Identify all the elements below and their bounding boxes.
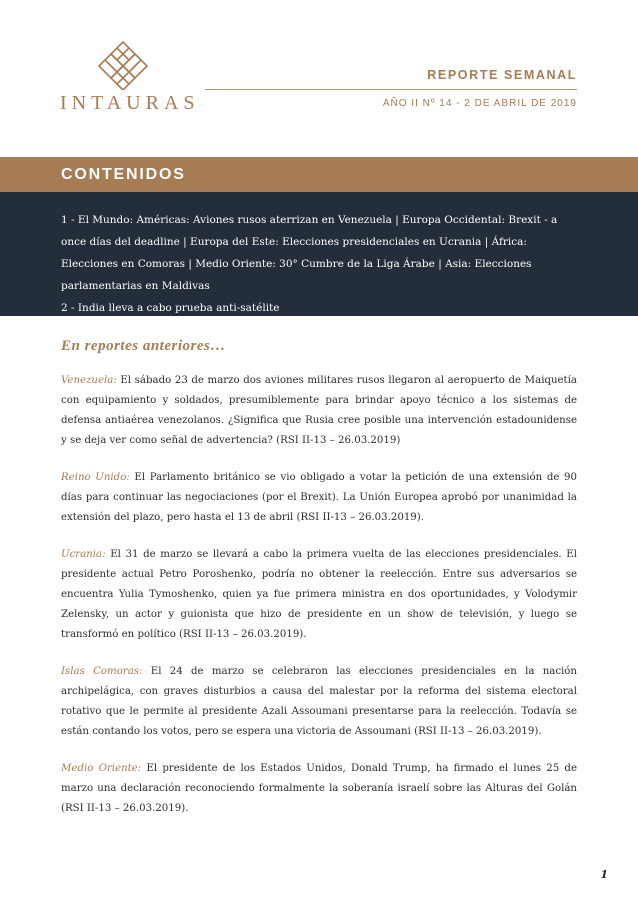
table-of-contents [61,209,577,319]
report-entry-ucrania [61,545,577,645]
entry-label: Reino Unido: [61,472,130,483]
entry-text: El 31 de marzo se llevará a cabo la primera vuelta de las elecciones presidenciales. El presidente actual Petro Poroshenko, podría no obtener la reelección. Entre sus adversarios se encuentra Yulia Tymoshenko, quien ya fue primera ministra en dos oportunidades, y Volodymir Zelensky, un actor y guionista que hizo de presidente en un show de televisión, y luego se transformó en político (RSI II-13 – 26.03.2019). [61,549,577,640]
entry-text: El sábado 23 de marzo dos aviones militares rusos llegaron al aeropuerto de Maiquetía con equipamiento y soldados, presumiblemente para brindar apoyo técnico a los sistemas de defensa antiaérea venezolanos. ¿Significa que Rusia cree posible una intervención estadounidense y se deja ver como señal de advertencia? (RSI II-13 – 26.03.2019) [61,375,577,446]
report-entry-islas-comoras [61,662,577,742]
entry-label: Medio Oriente: [61,763,142,774]
report-subtitle: AÑO II Nº 14 - 2 DE ABRIL DE 2019 [382,98,577,109]
entry-text: El Parlamento británico se vio obligado a votar la petición de una extensión de 90 días para continuar las negociaciones (por el Brexit). La Unión Europea aprobó por unanimidad la extensión del plazo, pero hasta el 13 de abril (RSI II-13 – 26.03.2019). [61,472,577,523]
interlaced-diamond-logo-icon [95,40,151,90]
entry-label: Venezuela: [61,375,117,386]
contents-header-band [0,157,638,192]
toc-item-1: 1 - El Mundo: Américas: Aviones rusos aterrizan en Venezuela | Europa Occidental: Brexit - a once días del deadline | Europa del Este: Elecciones presidenciales en Ucrania | África: Elecciones en Comoras | Medio Oriente: 30° Cumbre de la Liga Árabe | Asia: Elecciones parlamentarias en Maldivas [61,214,558,292]
report-entry-medio-oriente [61,759,577,819]
report-entry-reino-unido [61,468,577,528]
entry-label: Islas Comoras: [61,666,143,677]
entry-label: Ucrania: [61,549,106,560]
contents-heading: CONTENIDOS [61,166,186,183]
entry-text: El presidente de los Estados Unidos, Donald Trump, ha firmado el lunes 25 de marzo una declaración reconociendo formalmente la soberanía israelí sobre las Alturas del Golán (RSI II-13 – 26.03.2019). [61,763,577,814]
contents-band [0,192,638,316]
page-number: 1 [600,868,608,881]
report-title: REPORTE SEMANAL [427,68,577,82]
report-entry-venezuela [61,371,577,451]
toc-item-2: 2 - India lleva a cabo prueba anti-satélite [61,302,280,314]
brand-name: INTAURAS [60,92,200,114]
entry-text: El 24 de marzo se celebraron las elecciones presidenciales en la nación archipelágica, con graves disturbios a causa del malestar por la reforma del sistema electoral rotativo que le permite al presidente Azali Assoumani presentarse para la reelección. Todavía se están contando los votos, pero se espera una victoria de Assoumani (RSI II-13 – 26.03.2019). [61,666,577,737]
previous-reports-section [61,338,577,836]
previous-reports-heading: En reportes anteriores… [61,338,226,354]
header-divider [205,89,577,90]
